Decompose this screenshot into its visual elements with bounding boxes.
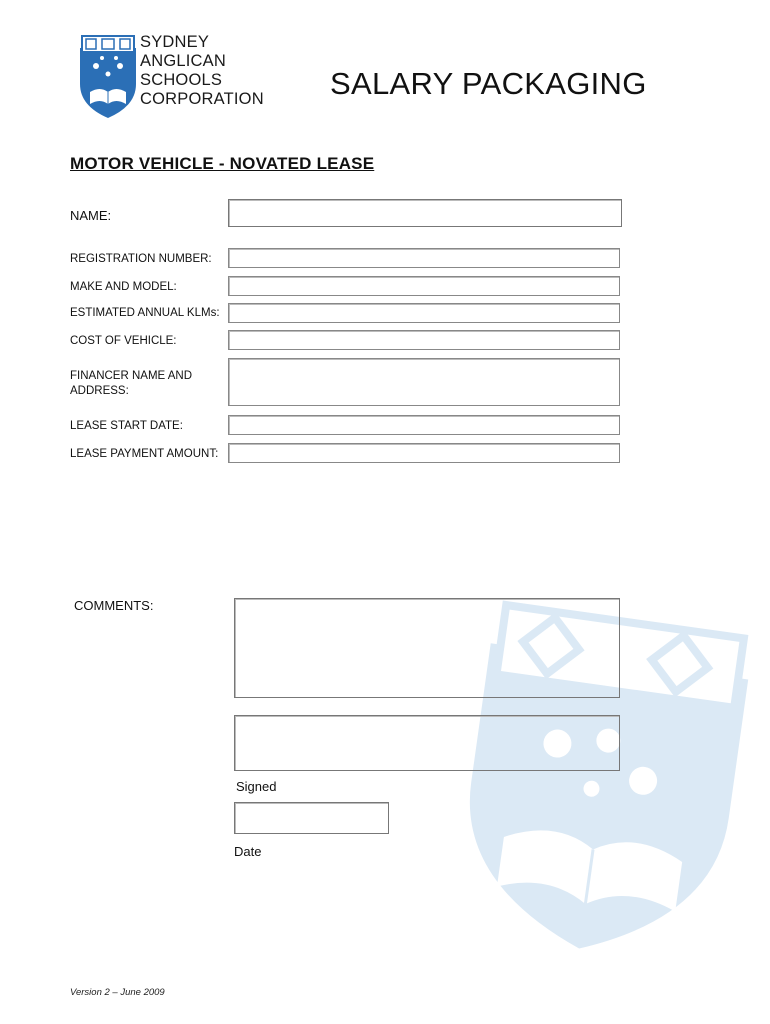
make-model-label: MAKE AND MODEL: [70,281,177,293]
make-model-field[interactable] [228,276,620,296]
comments-field[interactable] [234,598,620,698]
lease-payment-field[interactable] [228,443,620,463]
comments-label: COMMENTS: [74,598,154,613]
date-label: Date [234,844,262,859]
page-title: SALARY PACKAGING [330,66,647,101]
name-label: NAME: [70,208,112,223]
signature-field[interactable] [234,715,620,771]
logo-line: SCHOOLS [140,71,223,89]
signed-label: Signed [236,779,277,794]
logo-line: CORPORATION [140,90,264,108]
logo-line: SYDNEY [140,33,210,51]
registration-label: REGISTRATION NUMBER: [70,253,212,265]
lease-payment-label: LEASE PAYMENT AMOUNT: [70,448,219,460]
financer-field[interactable] [228,358,620,406]
crest-icon [78,34,138,120]
annual-klms-label: ESTIMATED ANNUAL KLMs: [70,307,220,319]
registration-field[interactable] [228,248,620,268]
name-field[interactable] [228,199,622,227]
cost-label: COST OF VEHICLE: [70,335,177,347]
logo-line: ANGLICAN [140,52,226,70]
financer-label-line: FINANCER NAME AND [70,370,193,382]
financer-label-line: ADDRESS: [70,385,129,397]
lease-start-label: LEASE START DATE: [70,420,183,432]
annual-klms-field[interactable] [228,303,620,323]
cost-field[interactable] [228,330,620,350]
form-subtitle: MOTOR VEHICLE - NOVATED LEASE [70,154,375,173]
logo-text [140,33,264,109]
lease-start-field[interactable] [228,415,620,435]
financer-label [70,369,192,399]
version-footer: Version 2 – June 2009 [70,987,165,998]
date-field[interactable] [234,802,389,834]
